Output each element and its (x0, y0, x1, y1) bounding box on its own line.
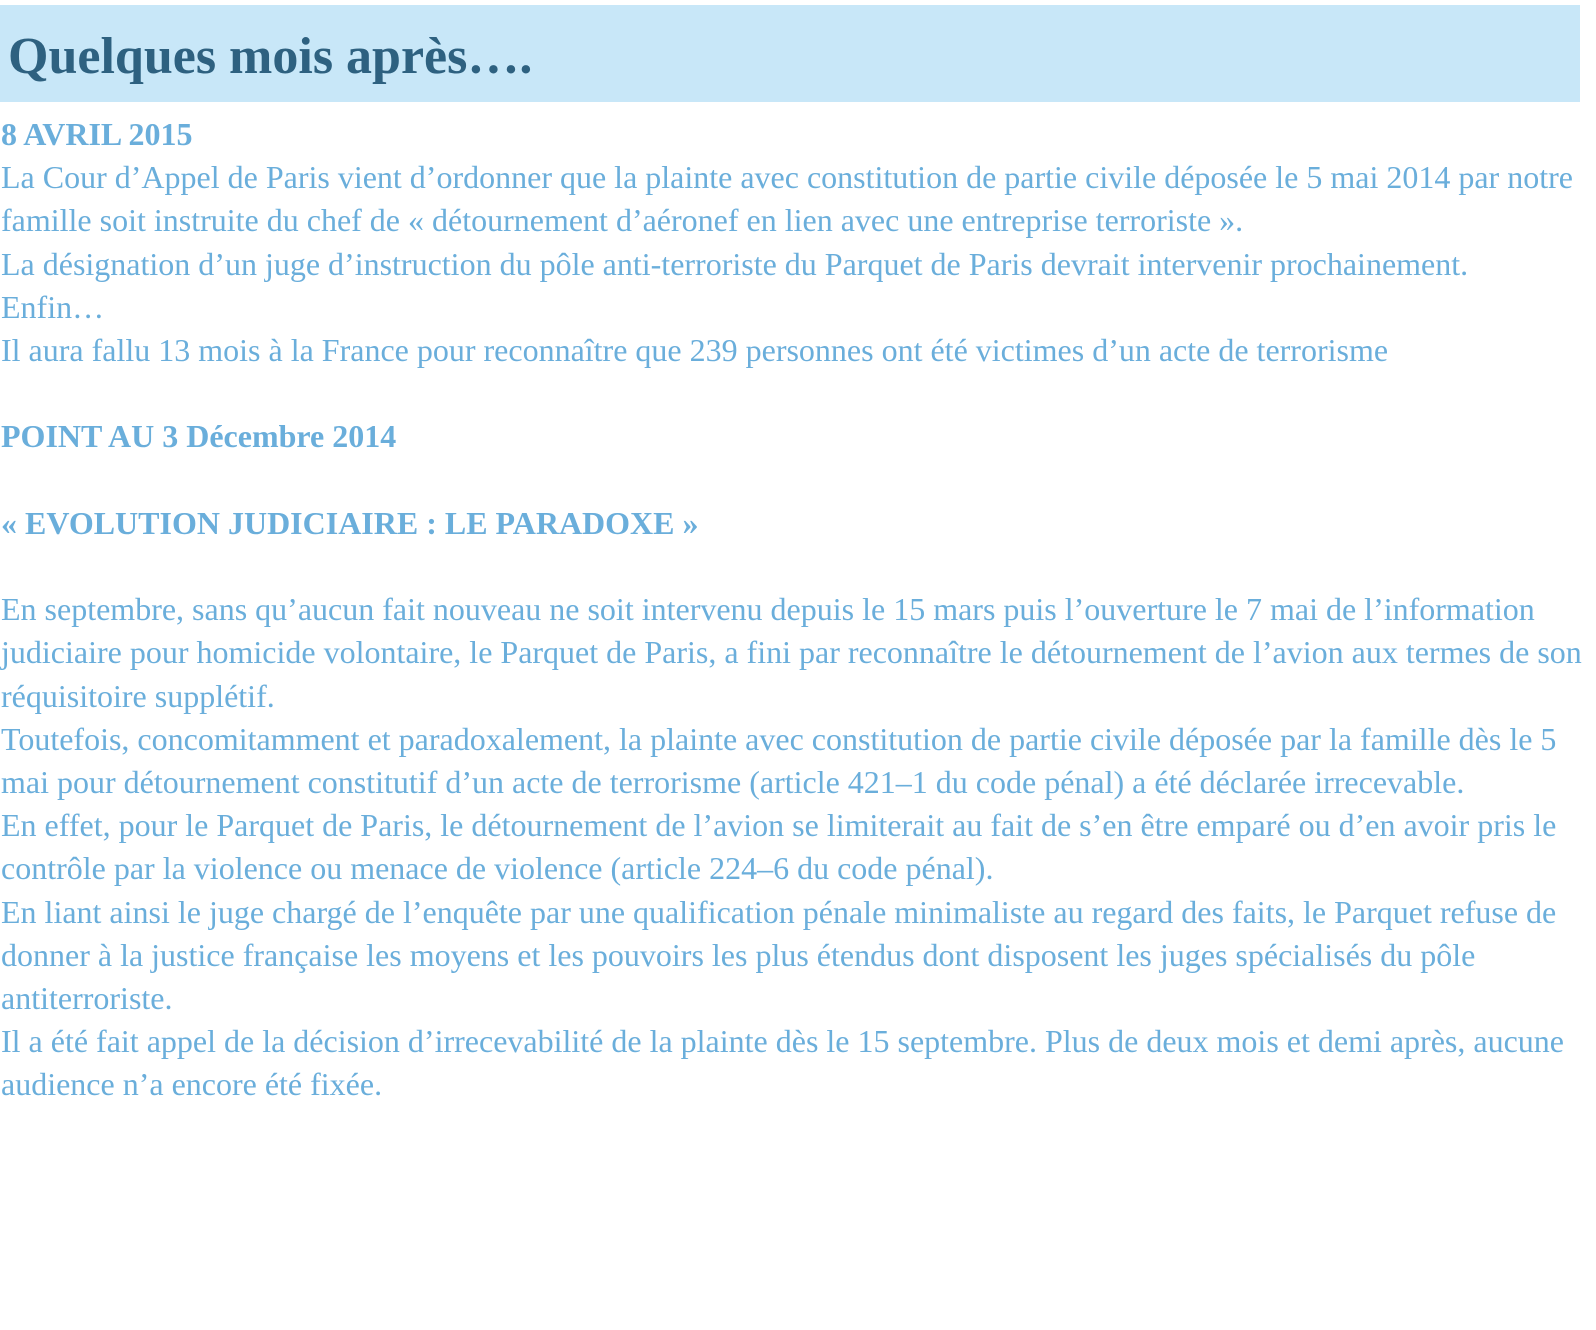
spacer (1, 459, 1591, 502)
section1-paragraph: La désignation d’un juge d’instruction du pôle anti-terroriste du Parquet de Paris devrait intervenir prochainement. (1, 245, 1469, 282)
section2-point-heading: POINT AU 3 Décembre 2014 (1, 418, 397, 455)
section2-paragraph: Il a été fait appel de la décision d’irrecevabilité de la plainte dès le 15 septembre. Plus de deux mois et demi après, aucune audience n’a encore été fixée. (1, 1023, 1564, 1103)
section2-subtitle: « EVOLUTION JUDICIAIRE : LE PARADOXE » (1, 504, 699, 541)
section2-paragraph: Toutefois, concomitamment et paradoxalement, la plainte avec constitution de partie civile déposée par la famille dès le 5 mai pour détournement constitutif d’un acte de terrorisme (article 421–1 du code pénal) a été déclarée irrecevable. (1, 720, 1557, 800)
article-body (1, 113, 1591, 1107)
spacer (1, 545, 1591, 588)
section1-paragraph: Il aura fallu 13 mois à la France pour reconnaître que 239 personnes ont été victimes d’un acte de terrorisme (1, 332, 1389, 369)
page-title: Quelques mois après…. (8, 28, 533, 85)
section1-date: 8 AVRIL 2015 (1, 116, 193, 152)
title-banner (0, 5, 1580, 102)
section2-paragraph: En effet, pour le Parquet de Paris, le détournement de l’avion se limiterait au fait de s’en être emparé ou d’en avoir pris le contrôle par la violence ou menace de violence (article 224–6 du code pénal). (1, 807, 1557, 887)
spacer (1, 372, 1591, 415)
section2-paragraph: En liant ainsi le juge chargé de l’enquête par une qualification pénale minimaliste au regard des faits, le Parquet refuse de donner à la justice française les moyens et les pouvoirs les plus étendus dont disposent les juges spécialisés du pôle antiterroriste. (1, 893, 1557, 1017)
section2-paragraph: En septembre, sans qu’aucun fait nouveau ne soit intervenu depuis le 15 mars puis l’ouverture le 7 mai de l’information judiciaire pour homicide volontaire, le Parquet de Paris, a fini par reconnaître le détournement de l’avion aux termes de son réquisitoire supplétif. (1, 591, 1582, 714)
section1-paragraph: Enfin… (1, 288, 105, 325)
section1-paragraph: La Cour d’Appel de Paris vient d’ordonner que la plainte avec constitution de partie civile déposée le 5 mai 2014 par notre famille soit instruite du chef de « détournement d’aéronef en lien avec une entreprise terroriste ». (1, 159, 1573, 239)
